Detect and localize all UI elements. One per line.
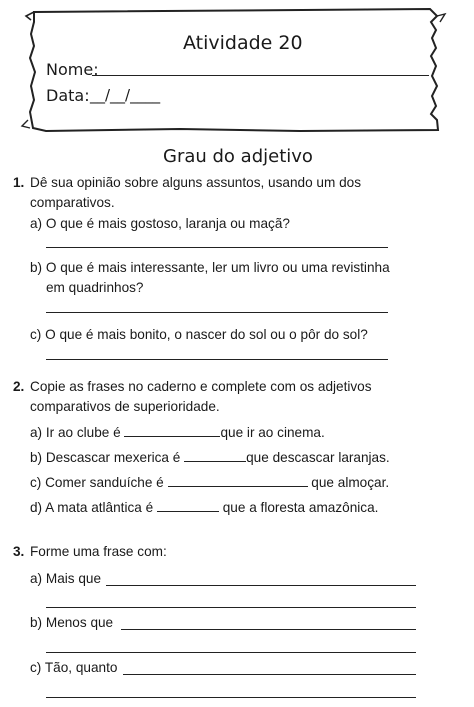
q2-a-blank[interactable] <box>124 424 220 437</box>
q2-a-end: que ir ao cinema. <box>220 425 325 440</box>
q3-prompt: Forme uma frase com: <box>30 544 167 559</box>
q2-item-a <box>30 424 325 441</box>
q2-b-start: b) Descascar mexerica é <box>30 450 181 465</box>
q2-prompt-line2: comparativos de superioridade. <box>30 399 220 414</box>
q1-b-answer-line[interactable] <box>46 312 388 313</box>
q2-c-blank[interactable] <box>168 474 308 487</box>
q2-d-start: d) A mata atlântica é <box>30 500 154 515</box>
q2-prompt-line1: Copie as frases no caderno e complete com os adjetivos <box>30 379 372 394</box>
q2-c-start: c) Comer sanduíche é <box>30 475 164 490</box>
q3-item-c: c) Tão, quanto <box>30 660 118 675</box>
q3-a-answer-line2[interactable] <box>46 607 416 608</box>
q2-d-blank[interactable] <box>157 499 219 512</box>
q3-item-b: b) Menos que <box>30 615 114 630</box>
q3-number: 3. <box>13 544 25 559</box>
q2-number: 2. <box>13 379 25 394</box>
q2-b-end: que descascar laranjas. <box>246 450 390 465</box>
q2-b-blank[interactable] <box>184 449 246 462</box>
date-label: Data: <box>46 86 90 105</box>
q3-c-answer-line2[interactable] <box>46 697 416 698</box>
q2-c-end: que almoçar. <box>311 475 390 490</box>
name-label: Nome: <box>46 60 99 79</box>
q1-prompt-line2: comparativos. <box>30 195 115 210</box>
q2-d-end: que a floresta amazônica. <box>222 500 379 515</box>
q1-item-b-line1: b) O que é mais interessante, ler um livro ou uma revistinha <box>30 260 390 275</box>
q3-item-a: a) Mais que <box>30 571 102 586</box>
q1-c-answer-line[interactable] <box>46 359 388 360</box>
q1-number: 1. <box>13 175 25 190</box>
q3-a-answer-line1[interactable] <box>106 585 416 586</box>
name-field-line[interactable] <box>92 75 429 76</box>
q2-item-d <box>30 499 378 516</box>
q1-item-a: a) O que é mais gostoso, laranja ou maçã? <box>30 216 290 231</box>
q3-b-answer-line1[interactable] <box>121 629 416 630</box>
activity-title: Atividade 20 <box>183 32 303 54</box>
q1-a-answer-line[interactable] <box>46 247 388 248</box>
q2-a-start: a) Ir ao clube é <box>30 425 121 440</box>
q1-item-c: c) O que é mais bonito, o nascer do sol ou o pôr do sol? <box>30 327 368 342</box>
q2-item-c <box>30 474 389 491</box>
q2-item-b <box>30 449 390 466</box>
q1-prompt-line1: Dê sua opinião sobre alguns assuntos, usando um dos <box>30 175 361 190</box>
q3-c-answer-line1[interactable] <box>123 674 416 675</box>
q3-b-answer-line2[interactable] <box>46 652 416 653</box>
q1-item-b-line2: em quadrinhos? <box>46 280 144 295</box>
page-title: Grau do adjetivo <box>163 146 313 167</box>
date-field[interactable]: __/__/____ <box>90 86 161 104</box>
